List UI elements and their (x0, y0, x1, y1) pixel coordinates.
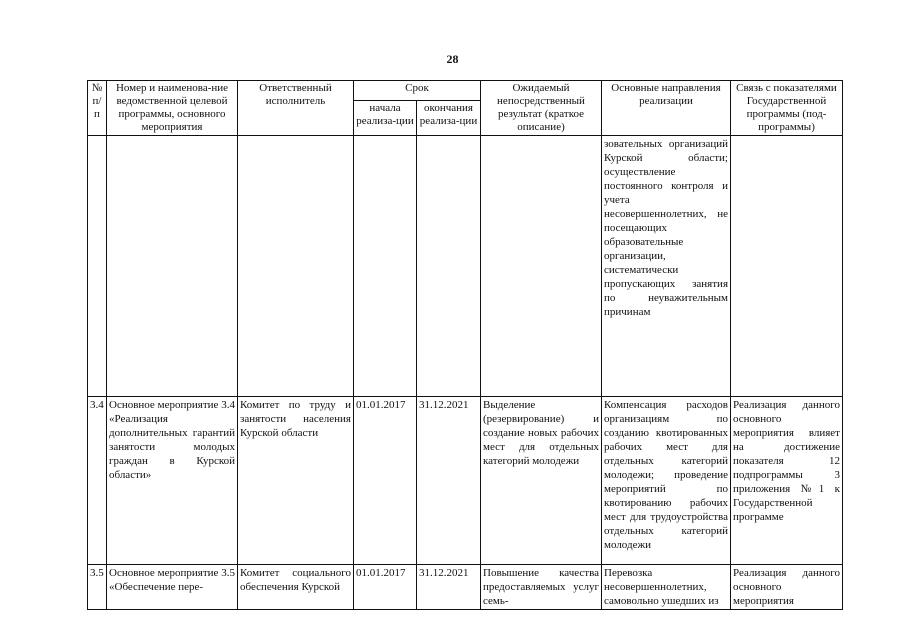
row-end: 31.12.2021 (417, 565, 481, 610)
cell-empty (417, 136, 481, 397)
row-directions: Перевозка несовершеннолетних, самовольно ушедших из (602, 565, 731, 610)
header-end: окончания реализа-ции (417, 100, 481, 135)
row-result: Выделение (резервирование) и создание новых рабочих мест для отдельных категорий молодежи (481, 397, 602, 565)
row-start: 01.01.2017 (354, 397, 417, 565)
row-end: 31.12.2021 (417, 397, 481, 565)
row-result: Повышение качества предоставляемых услуг семь- (481, 565, 602, 610)
header-start: начала реализа-ции (354, 100, 417, 135)
row-executor: Комитет социального обеспечения Курской (238, 565, 354, 610)
header-num: № п/п (88, 81, 107, 136)
header-directions: Основные направления реализации (602, 81, 731, 136)
continuation-directions: зовательных организаций Курской области; осуществление постоянного контроля и учета несовершеннолетних, не посещающих образовательные организации, систематически пропускающих занятия по неуважительным причинам (602, 136, 731, 397)
row-link: Реализация данного основного мероприятия влияет на достижение показателя 12 подпрограммы 3 приложения №1 к Государственной программе (731, 397, 843, 565)
row-name: Основное мероприятие 3.4 «Реализация дополнительных гарантий занятости молодых граждан в Курской области» (107, 397, 238, 565)
program-table (87, 80, 843, 610)
cell-empty (107, 136, 238, 397)
header-row (88, 81, 843, 101)
page-number: 28 (446, 52, 459, 66)
row-num: 3.5 (88, 565, 107, 610)
row-executor: Комитет по труду и занятости населения Курской области (238, 397, 354, 565)
row-directions: Компенсация расходов организациям по созданию квотированных рабочих мест для отдельных категорий молодежи; проведение мероприятий по квотированию рабочих мест для трудоустройства отдельных категорий молодежи (602, 397, 731, 565)
header-result: Ожидаемый непосредственный результат (краткое описание) (481, 81, 602, 136)
table-row (88, 565, 843, 610)
cell-empty (481, 136, 602, 397)
cell-empty (731, 136, 843, 397)
cell-empty (354, 136, 417, 397)
row-start: 01.01.2017 (354, 565, 417, 610)
row-link: Реализация данного основного мероприятия (731, 565, 843, 610)
continuation-row (88, 136, 843, 397)
row-name: Основное мероприятие 3.5 «Обеспечение пере- (107, 565, 238, 610)
header-link: Связь с показателями Государственной программы (под-программы) (731, 81, 843, 136)
row-num: 3.4 (88, 397, 107, 565)
cell-empty (88, 136, 107, 397)
table-row (88, 397, 843, 565)
cell-empty (238, 136, 354, 397)
header-term: Срок (354, 81, 481, 101)
header-name: Номер и наименова-ние ведомственной целевой программы, основного мероприятия (107, 81, 238, 136)
header-executor: Ответственный исполнитель (238, 81, 354, 136)
